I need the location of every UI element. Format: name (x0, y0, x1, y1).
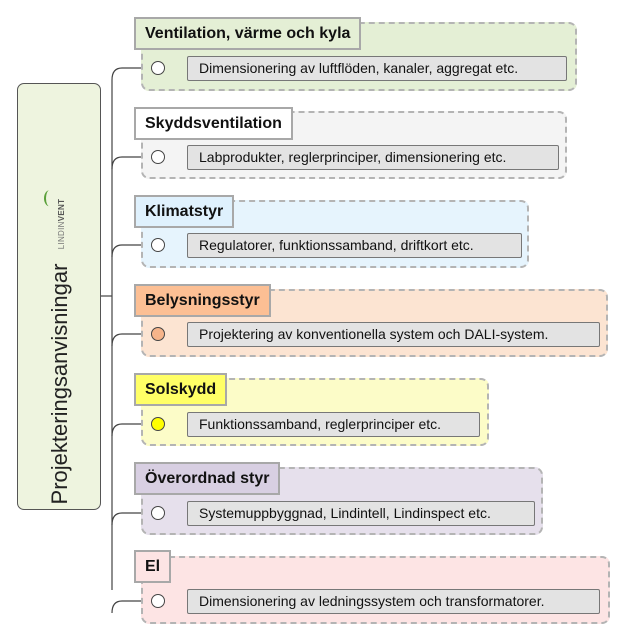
subtopic-overordnad-styr[interactable]: Systemuppbyggnad, Lindintell, Lindinspect etc. (187, 501, 535, 526)
topic-el[interactable]: El (134, 550, 171, 583)
bullet-circle-icon (151, 327, 165, 341)
topic-ventilation-varme-och-kyla[interactable]: Ventilation, värme och kyla (134, 17, 361, 50)
subtopic-el[interactable]: Dimensionering av ledningssystem och transformatorer. (187, 589, 600, 614)
bullet-circle-icon (151, 61, 165, 75)
topic-solskydd[interactable]: Solskydd (134, 373, 227, 406)
subtopic-solskydd[interactable]: Funktionssamband, reglerprinciper etc. (187, 412, 480, 437)
root-title: Projekteringsanvisningar (47, 263, 72, 505)
subtopic-belysningsstyr[interactable]: Projektering av konventionella system och DALI-system. (187, 322, 600, 347)
logo-swoosh-icon (44, 191, 55, 207)
bullet-circle-icon (151, 506, 165, 520)
topic-overordnad-styr[interactable]: Överordnad styr (134, 462, 280, 495)
bullet-circle-icon (151, 238, 165, 252)
logo-text: LINDINVENT (57, 198, 66, 250)
subtopic-klimatstyr[interactable]: Regulatorer, funktionssamband, driftkort etc. (187, 233, 522, 258)
topic-skyddsventilation[interactable]: Skyddsventilation (134, 107, 293, 140)
bullet-circle-icon (151, 594, 165, 608)
root-topic[interactable] (17, 83, 101, 510)
subtopic-skyddsventilation[interactable]: Labprodukter, reglerprinciper, dimensionering etc. (187, 145, 559, 170)
subtopic-ventilation-varme-och-kyla[interactable]: Dimensionering av luftflöden, kanaler, aggregat etc. (187, 56, 567, 81)
topic-klimatstyr[interactable]: Klimatstyr (134, 195, 234, 228)
lindinvent-logo (51, 199, 69, 250)
bullet-circle-icon (151, 417, 165, 431)
bullet-circle-icon (151, 150, 165, 164)
topic-belysningsstyr[interactable]: Belysningsstyr (134, 284, 271, 317)
